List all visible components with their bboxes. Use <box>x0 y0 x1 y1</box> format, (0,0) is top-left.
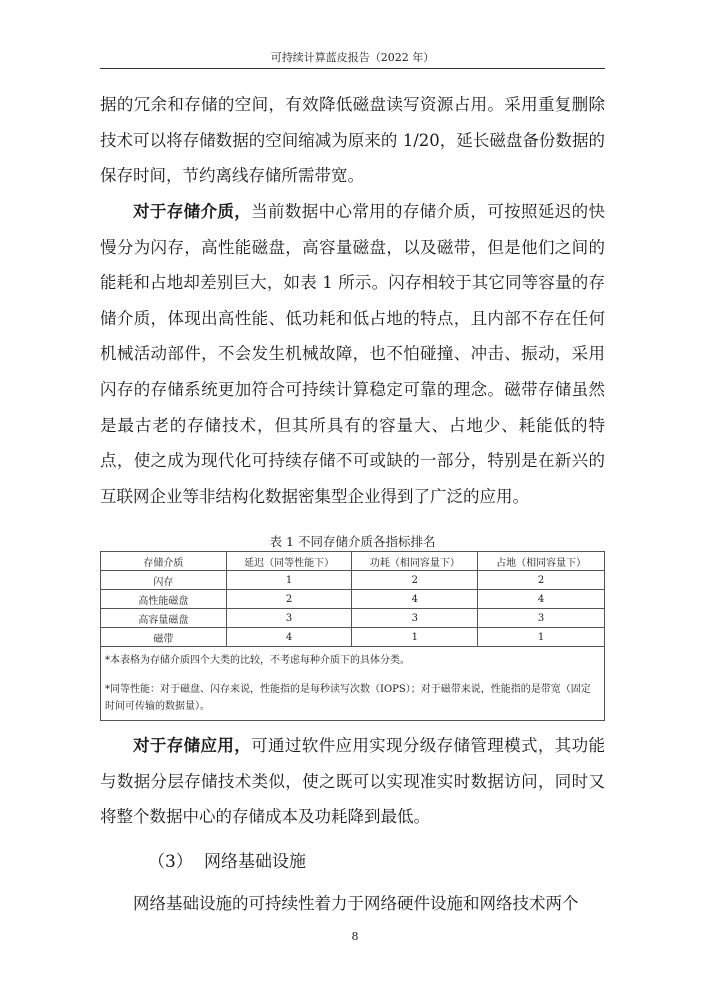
paragraph-lead-storage-media: 对于存储介质， <box>133 202 252 221</box>
table-notes <box>101 647 605 721</box>
paragraph-dedup: 据的冗余和存储的空间，有效降低磁盘读写资源占用。采用重复删除技术可以将存储数据的空间缩减为原来的 1/20，延长磁盘备份数据的保存时间，节约离线存储所需带宽。 <box>100 95 605 186</box>
table-caption: 表 1 不同存储介质各指标排名 <box>269 534 436 549</box>
table-cell: 2 <box>352 571 478 590</box>
table-cell: 3 <box>352 609 478 628</box>
table-cell: 2 <box>478 571 605 590</box>
table-cell: 4 <box>352 590 478 609</box>
table-row <box>101 571 605 590</box>
table-cell: 1 <box>478 628 605 647</box>
table-cell: 1 <box>352 628 478 647</box>
table-header-cell: 延迟（同等性能下） <box>226 552 352 571</box>
table-row <box>101 628 605 647</box>
table-cell: 3 <box>226 609 352 628</box>
table-cell: 高性能磁盘 <box>101 590 227 609</box>
table-cell: 2 <box>226 590 352 609</box>
table-note: *本表格为存储介质四个大类的比较，不考虑每种介质下的具体分类。 <box>105 655 410 666</box>
paragraph-storage-application <box>100 728 605 835</box>
table-header-cell: 占地（相同容量下） <box>478 552 605 571</box>
table-note: *同等性能：对于磁盘、闪存来说，性能指的是每秒读写次数（IOPS）；对于磁带来说，性能指的是带宽（固定时间可传输的数据量）。 <box>105 684 591 712</box>
table-cell: 1 <box>226 571 352 590</box>
table-header-cell: 存储介质 <box>101 552 227 571</box>
paragraph-body-storage-application: 可通过软件应用实现分级存储管理模式，其功能与数据分层存储技术类似，使之既可以实现准实时数据访问，同时又将整个数据中心的存储成本及功耗降到最低。 <box>100 736 606 827</box>
header-rule <box>100 68 605 69</box>
paragraph-network: 网络基础设施的可持续性着力于网络硬件设施和网络技术两个 <box>133 894 579 913</box>
table-cell: 磁带 <box>101 628 227 647</box>
section-number: （3） <box>148 852 193 872</box>
table-row <box>101 609 605 628</box>
storage-media-table <box>100 551 605 721</box>
paragraph-body-storage-media: 当前数据中心常用的存储介质，可按照延迟的快慢分为闪存，高性能磁盘，高容量磁盘，以及磁带，但是他们之间的能耗和占地却差别巨大，如表 1 所示。闪存相较于其它同等容量的存储介质，体现出高性能、低功耗和低占地的特点，且内部不存在任何机械活动部件，不会发生机械故障，也不怕碰撞、冲击、振动，采用闪存的存储系统更加符合可持续计算稳定可靠的理念。磁带存储虽然是最古老的存储技术，但其所具有的容量大、占地少、耗能低的特点，使之成为现代化可持续存储不可或缺的一部分，特别是在新兴的互联网企业等非结构化数据密集型企业得到了广泛的应用。 <box>100 202 606 506</box>
section-heading <box>148 851 306 873</box>
page-number: 8 <box>351 930 359 943</box>
table-cell: 3 <box>478 609 605 628</box>
table-header-cell: 功耗（相同容量下） <box>352 552 478 571</box>
table-notes-row <box>101 647 605 721</box>
table-header-row <box>101 552 605 571</box>
paragraph-lead-storage-application: 对于存储应用， <box>133 736 252 755</box>
table-cell: 高容量磁盘 <box>101 609 227 628</box>
running-header: 可持续计算蓝皮报告（2022 年） <box>270 51 435 64</box>
section-title: 网络基础设施 <box>204 852 306 872</box>
table-cell: 4 <box>226 628 352 647</box>
table-cell: 闪存 <box>101 571 227 590</box>
paragraph-storage-media <box>100 194 605 514</box>
table-cell: 4 <box>478 590 605 609</box>
table-row <box>101 590 605 609</box>
